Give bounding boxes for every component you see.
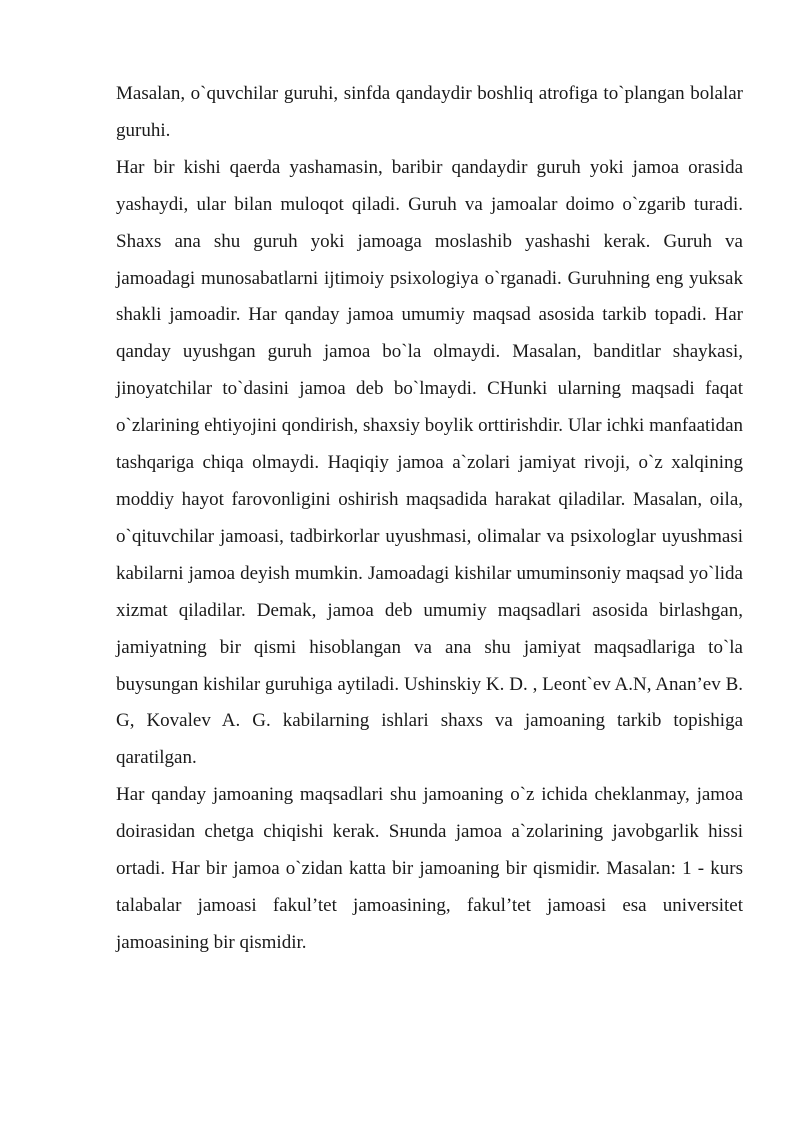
paragraph-1: Masalan, o`quvchilar guruhi, sinfda qandaydir boshliq atrofiga to`plangan bolalar guruhi. — [116, 83, 743, 141]
paragraph-2: Har bir kishi qaerda yashamasin, baribir qandaydir guruh yoki jamoa orasida yashaydi, ular bilan muloqot qiladi. Guruh va jamoalar doimo o`zgarib turadi. Shaxs ana shu guruh yoki jamoaga moslashib yashashi kerak. Guruh va jamoadagi munosabatlarni ijtimoiy psixologiya o`rganadi. Guruhning eng yuksak shakli jamoadir. Har qanday jamoa umumiy maqsad asosida tarkib topadi. Har qanday uyushgan guruh jamoa bo`la olmaydi. Masalan, banditlar shaykasi, jinoyatchilar to`dasini jamoa deb bo`lmaydi. CHunki ularning maqsadi faqat o`zlarining ehtiyojini qondirish, shaxsiy boylik orttirishdir. Ular ichki manfaatidan tashqariga chiqa olmaydi. Haqiqiy jamoa a`zolari jamiyat rivoji, o`z xalqining moddiy hayot farovonligini oshirish maqsadida harakat qiladilar. Masalan, oila, o`qituvchilar jamoasi, tadbirkorlar uyushmasi, olimalar va psixologlar uyushmasi kabilarni jamoa deyish mumkin. Jamoadagi kishilar umuminsoniy maqsad yo`lida xizmat qiladilar. Demak, jamoa deb umumiy maqsadlari asosida birlashgan, jamiyatning bir qismi hisoblangan va ana shu jamiyat maqsadlariga to`la buysungan kishilar guruhiga aytiladi. Ushinskiy K. D. , Leont`ev A.N, Anan’ev B. G, Kovalev A. G. kabilarning ishlari shaxs va jamoaning tarkib topishiga qaratilgan. — [116, 156, 743, 769]
paragraph-3: Har qanday jamoaning maqsadlari shu jamoaning o`z ichida cheklanmay, jamoa doirasidan chetga chiqishi kerak. Sнunda jamoa a`zolarining javobgarlik hissi ortadi. Har bir jamoa o`zidan katta bir jamoaning bir qismidir. Masalan: 1 - kurs talabalar jamoasi fakul’tet jamoasining, fakul’tet jamoasi esa universitet jamoasining bir qismidir. — [116, 784, 743, 953]
document-page — [116, 76, 743, 962]
